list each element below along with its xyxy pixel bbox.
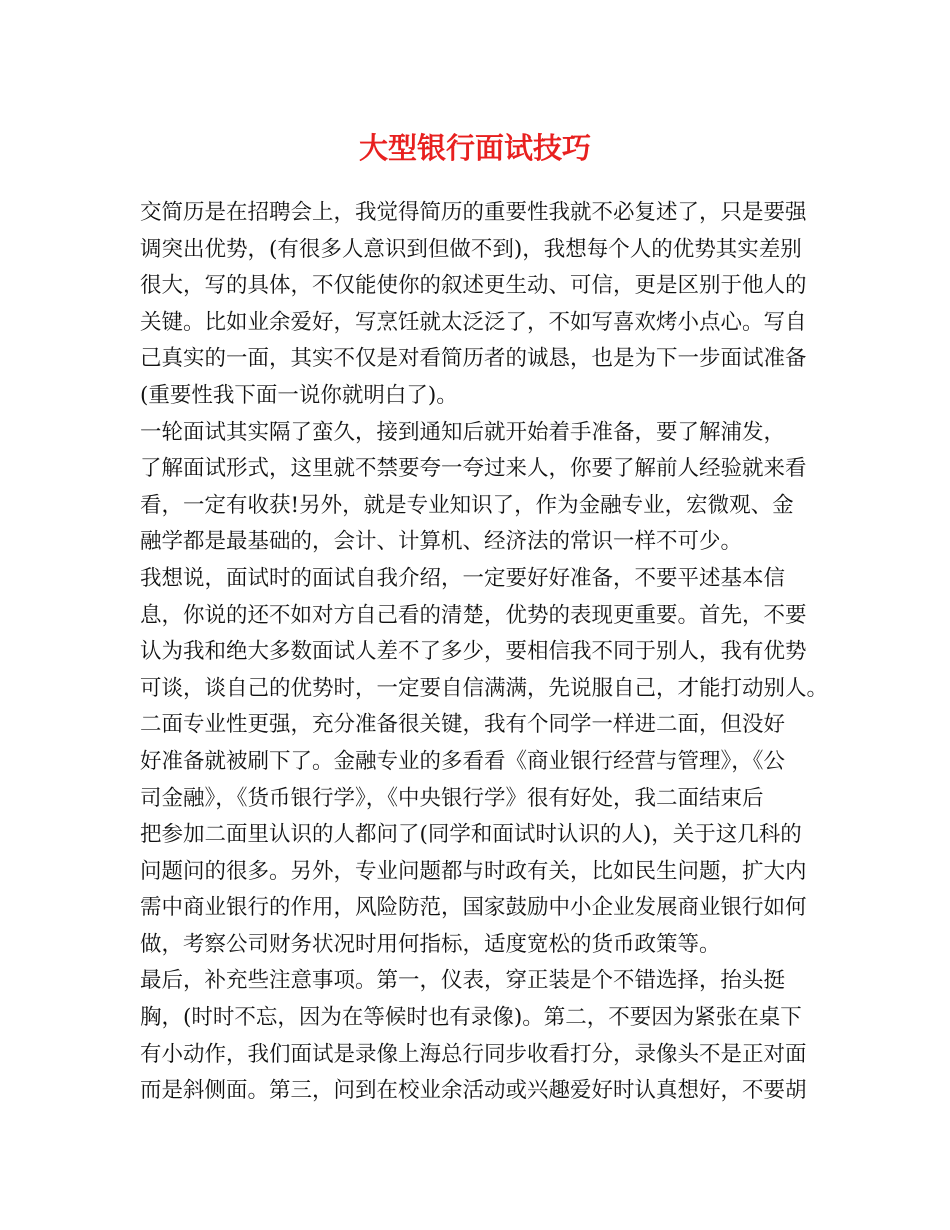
- document-title: 大型银行面试技巧: [358, 131, 591, 165]
- body-text-line: 好准备就被刷下了。金融专业的多看看《商业银行经营与管理》，《公: [140, 748, 786, 774]
- body-text-line: 认为我和绝大多数面试人差不了多少，要相信我不同于别人，我有优势: [140, 639, 807, 665]
- body-text-line: (重要性我下面一说你就明白了)。: [140, 382, 458, 408]
- body-text-line: 可谈，谈自己的优势时，一定要自信满满，先说服自己，才能打动别人。: [140, 675, 829, 701]
- body-text-line: 调突出优势，(有很多人意识到但做不到)，我想每个人的优势其实差别: [140, 236, 802, 262]
- body-text-line: 做，考察公司财务状况时用何指标，适度宽松的货币政策等。: [140, 931, 721, 957]
- body-text-line: 关键。比如业余爱好，写烹饪就太泛泛了，不如写喜欢烤小点心。写自: [140, 309, 807, 335]
- body-text-line: 有小动作，我们面试是录像上海总行同步收看打分，录像头不是正对面: [140, 1041, 807, 1067]
- body-text-line: 息，你说的还不如对方自己看的清楚，优势的表现更重要。首先，不要: [140, 602, 807, 628]
- body-text-line: 而是斜侧面。第三，问到在校业余活动或兴趣爱好时认真想好，不要胡: [140, 1078, 807, 1104]
- body-text-line: 交简历是在招聘会上，我觉得简历的重要性我就不必复述了，只是要强: [140, 200, 807, 225]
- body-text-line: 己真实的一面，其实不仅是对看简历者的诚恳，也是为下一步面试准备: [140, 346, 807, 372]
- body-text-line: 最后，补充些注意事项。第一，仪表，穿正装是个不错选择，抬头挺: [140, 968, 786, 994]
- body-text-line: 二面专业性更强，充分准备很关键，我有个同学一样进二面，但没好: [140, 712, 786, 738]
- body-text-line: 需中商业银行的作用，风险防范，国家鼓励中小企业发展商业银行如何: [140, 895, 807, 921]
- body-text-line: 了解面试形式，这里就不禁要夸一夸过来人，你要了解前人经验就来看: [140, 456, 807, 482]
- body-text-line: 看，一定有收获!另外，就是专业知识了，作为金融专业，宏微观、金: [140, 492, 794, 518]
- body-text-line: 很大，写的具体，不仅能使你的叙述更生动、可信，更是区别于他人的: [140, 273, 807, 299]
- body-text-line: 把参加二面里认识的人都问了(同学和面试时认识的人)，关于这几科的: [140, 822, 802, 848]
- body-text-line: 胸，(时时不忘，因为在等候时也有录像)。第二，不要因为紧张在桌下: [140, 1005, 802, 1031]
- body-text-line: 问题问的很多。另外，专业问题都与时政有关，比如民生问题，扩大内: [140, 858, 807, 884]
- body-text-line: 融学都是最基础的，会计、计算机、经济法的常识一样不可少。: [140, 529, 743, 555]
- body-text-line: 一轮面试其实隔了蛮久，接到通知后就开始着手准备，要了解浦发，: [140, 419, 786, 445]
- document-body: [140, 195, 830, 1110]
- body-text-line: 我想说，面试时的面试自我介绍，一定要好好准备，不要平述基本信: [140, 565, 786, 591]
- body-text-line: 司金融》，《货币银行学》，《中央银行学》很有好处，我二面结束后: [140, 785, 764, 811]
